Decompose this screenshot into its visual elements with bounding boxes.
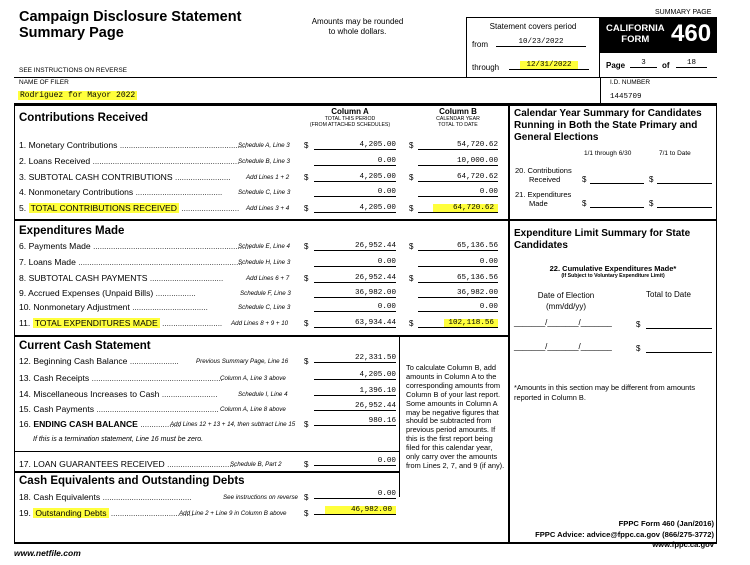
- line-number: 2.: [19, 156, 27, 166]
- line-5-column-b: 64,720.62: [433, 204, 498, 212]
- dollar-sign: $: [636, 320, 641, 329]
- line-19-label: 19. Outstanding Debts .....................................: [19, 508, 194, 518]
- line-8-column-b: 65,136.56: [418, 273, 498, 283]
- dollar-sign: $: [582, 199, 587, 208]
- id-number: 1445709: [610, 93, 642, 101]
- line-number: 14.: [19, 389, 31, 399]
- dollar-sign: $: [304, 319, 309, 328]
- expenditure-limit-title: Expenditure Limit Summary for State Candidates: [514, 228, 691, 251]
- dollar-sign: $: [304, 460, 309, 469]
- line-3-ref: Add Lines 1 + 2: [246, 174, 290, 181]
- from-label: from: [472, 40, 488, 49]
- form-number-box: [600, 17, 717, 53]
- line-9-column-b: 36,982.00: [418, 288, 498, 298]
- expenditures-title: Expenditures Made: [19, 225, 125, 237]
- cash-statement-title: Current Cash Statement: [19, 340, 151, 352]
- total-to-date-blank-1: [646, 328, 712, 329]
- line-label-text: Cash Receipts: [33, 373, 90, 383]
- column-b-header: [408, 108, 508, 128]
- line-number: 16.: [19, 419, 31, 429]
- line-1-column-b: 54,720.62: [418, 140, 498, 150]
- total-to-date-blank-2: [646, 352, 712, 353]
- line-10-ref: Schedule C, Line 3: [238, 304, 291, 311]
- line-number: 12.: [19, 356, 31, 366]
- line-5-column-b-field: [418, 203, 498, 213]
- line-5-ref: Add Lines 3 + 4: [246, 205, 290, 212]
- line-9-ref: Schedule F, Line 3: [240, 290, 291, 297]
- column-b-title: Column B: [439, 107, 477, 116]
- line-number: 7.: [19, 257, 27, 267]
- column-a-sub2: (FROM ATTACHED SCHEDULES): [309, 122, 391, 128]
- item-22-label: 22. Cumulative Expenditures Made*: [549, 264, 677, 273]
- netfile-website: www.netfile.com: [14, 548, 81, 558]
- line-6-label: 6. Payments Made .......................................................................: [19, 241, 251, 251]
- rounding-note-line1: Amounts may be rounded: [311, 17, 404, 26]
- dollar-sign: $: [409, 173, 414, 182]
- line-5-column-a: 4,205.00: [314, 203, 396, 213]
- form-title-line1: Campaign Disclosure Statement: [19, 9, 242, 25]
- form-number: 460: [671, 20, 712, 47]
- line-label-text: Cash Payments: [33, 404, 95, 414]
- dollar-sign: $: [649, 199, 654, 208]
- line-13-amount: 4,205.00: [314, 370, 396, 380]
- line-21-col2-blank: [657, 207, 712, 208]
- line-8-label: 8. SUBTOTAL CASH PAYMENTS .................................: [19, 273, 224, 283]
- line-2-label: 2. Loans Received ..................................................................: [19, 156, 240, 166]
- line-17-label: 17. LOAN GUARANTEES RECEIVED ...............................: [19, 459, 236, 469]
- line-7-column-a: 0.00: [314, 257, 396, 267]
- line-6-column-a: 26,952.44: [314, 241, 396, 251]
- dollar-sign: $: [304, 204, 309, 213]
- dollar-sign: $: [582, 175, 587, 184]
- line-11-label: 11. TOTAL EXPENDITURES MADE ...........................: [19, 318, 223, 328]
- line-12-label: 12. Beginning Cash Balance ......................: [19, 356, 179, 366]
- line-11-column-b-field: [418, 318, 498, 328]
- dollar-sign: $: [304, 420, 309, 429]
- line-12-ref: Previous Summary Page, Line 16: [196, 358, 289, 365]
- line-label-text: Monetary Contributions: [28, 140, 118, 150]
- fppc-form-line: FPPC Form 460 (Jan/2016): [618, 519, 714, 528]
- dollar-sign: $: [409, 274, 414, 283]
- line-11-column-a: 63,934.44: [314, 318, 396, 328]
- line-7-column-b: 0.00: [418, 257, 498, 267]
- line-16-ref: Add Lines 12 + 13 + 14, then subtract Line 15: [170, 421, 296, 428]
- line-20-label-1: Contributions: [527, 166, 572, 175]
- line-15-label: 15. Cash Payments .......................................................: [19, 404, 219, 414]
- line-20-col2-blank: [657, 183, 712, 184]
- form-title-line2: Summary Page: [19, 25, 124, 41]
- line-1-ref: Schedule A, Line 3: [238, 142, 290, 149]
- line-11-ref: Add Lines 8 + 9 + 10: [231, 320, 289, 327]
- line-label-text: SUBTOTAL CASH PAYMENTS: [28, 273, 148, 283]
- line-number: 17.: [19, 459, 31, 469]
- form-name-line2: FORM: [621, 34, 650, 45]
- line-15-amount: 26,952.44: [314, 401, 396, 411]
- line-4-column-b: 0.00: [418, 187, 498, 197]
- line-3-column-a: 4,205.00: [314, 172, 396, 182]
- line-3-column-b: 64,720.62: [418, 172, 498, 182]
- line-2-column-b: 10,000.00: [418, 156, 498, 166]
- dollar-sign: $: [304, 493, 309, 502]
- line-6-column-b: 65,136.56: [418, 241, 498, 251]
- rounding-note-line2: to whole dollars.: [328, 27, 387, 36]
- from-date: 10/23/2022: [496, 38, 586, 47]
- fppc-advice-line: FPPC Advice: advice@fppc.ca.gov (866/275-3772): [535, 529, 714, 539]
- line-18-label: 18. Cash Equivalents ........................................: [19, 492, 192, 502]
- of-label: of: [662, 61, 670, 70]
- filer-name-field: [18, 91, 137, 100]
- line-9-column-a: 36,982.00: [314, 288, 396, 298]
- line-14-label: 14. Miscellaneous Increases to Cash .........................: [19, 389, 218, 399]
- line-4-ref: Schedule C, Line 3: [238, 189, 291, 196]
- line-number: 11.: [19, 318, 31, 328]
- fppc-url: www.fppc.ca.gov: [652, 540, 714, 549]
- line-19-ref: Add Line 2 + Line 9 in Column B above: [179, 510, 287, 517]
- line-21-label-2: Made: [529, 199, 548, 208]
- line-label-text: TOTAL CONTRIBUTIONS RECEIVED: [30, 203, 177, 213]
- line-number: 20.: [515, 166, 526, 175]
- line-label-text: TOTAL EXPENDITURES MADE: [34, 318, 158, 328]
- through-date: 12/31/2022: [520, 61, 577, 69]
- line-17-amount: 0.00: [314, 456, 396, 466]
- summary-page-label: SUMMARY PAGE: [655, 9, 712, 16]
- covers-period-label: Statement covers period: [489, 22, 577, 31]
- line-label-text: SUBTOTAL CASH CONTRIBUTIONS: [28, 172, 173, 182]
- line-number: 4.: [19, 187, 27, 197]
- line-19-amount: 46,982.00: [325, 506, 396, 514]
- line-label-text: Beginning Cash Balance: [33, 356, 128, 366]
- filer-name: Rodriguez for Mayor 2022: [20, 91, 136, 100]
- line-number: 18.: [19, 492, 31, 502]
- line-21-label: [515, 190, 571, 208]
- date-of-election-label-2: (mm/dd/yy): [546, 302, 586, 311]
- line-label-text: Miscellaneous Increases to Cash: [33, 389, 160, 399]
- dollar-sign: $: [409, 204, 414, 213]
- line-9-label: 9. Accrued Expenses (Unpaid Bills) ..................: [19, 288, 196, 298]
- line-19-amount-field: [314, 505, 396, 515]
- election-date-blank-2: _______/_______/_______: [514, 342, 612, 351]
- line-number: 19.: [19, 508, 31, 518]
- dollar-sign: $: [409, 319, 414, 328]
- column-a-sub1: TOTAL THIS PERIOD: [324, 116, 376, 122]
- dollar-sign: $: [304, 357, 309, 366]
- line-16-label: 16. ENDING CASH BALANCE ..................: [19, 419, 181, 429]
- line-label-text: Loans Made: [28, 257, 76, 267]
- page-total: 18: [676, 59, 707, 68]
- column-a-title: Column A: [331, 107, 369, 116]
- form-name-line1: CALIFORNIA: [606, 23, 665, 34]
- line-label-text: Accrued Expenses (Unpaid Bills): [28, 288, 154, 298]
- contributions-title: Contributions Received: [19, 112, 149, 124]
- through-date-field: [509, 61, 589, 70]
- dollar-sign: $: [304, 141, 309, 150]
- total-to-date-label: Total to Date: [646, 290, 691, 299]
- name-of-filer-label: NAME OF FILER: [19, 79, 69, 86]
- line-7-label: 7. Loans Made ..........................................................................: [19, 257, 243, 267]
- line-label-text: Nonmonetary Contributions: [28, 187, 134, 197]
- line-16-amount: 980.16: [314, 416, 396, 426]
- line-4-label: 4. Nonmonetary Contributions .......................................: [19, 187, 223, 197]
- line-21-col1-blank: [590, 207, 644, 208]
- line-20-col1-blank: [590, 183, 644, 184]
- expenditure-limit-footnote: *Amounts in this section may be different from amounts reported in Column B.: [514, 383, 696, 402]
- line-number: 9.: [19, 288, 27, 298]
- id-number-label: I.D. NUMBER: [610, 79, 651, 86]
- line-10-column-a: 0.00: [314, 302, 396, 312]
- election-date-blank-1: _______/_______/_______: [514, 318, 612, 327]
- line-2-ref: Schedule B, Line 3: [238, 158, 290, 165]
- line-6-ref: Schedule E, Line 4: [238, 243, 290, 250]
- line-12-amount: 22,331.50: [314, 353, 396, 363]
- date-of-election-label-1: Date of Election: [537, 291, 595, 300]
- line-label-text: Nonmonetary Adjustment: [33, 302, 130, 312]
- line-2-column-a: 0.00: [314, 156, 396, 166]
- see-instructions: SEE INSTRUCTIONS ON REVERSE: [19, 67, 127, 74]
- line-4-column-a: 0.00: [314, 187, 396, 197]
- column-b-sub1: CALENDAR YEAR: [436, 116, 480, 122]
- line-number: 6.: [19, 241, 27, 251]
- column-b-sub2: TOTAL TO DATE: [438, 122, 478, 128]
- dollar-sign: $: [304, 509, 309, 518]
- rounding-note: [300, 17, 415, 37]
- line-7-ref: Schedule H, Line 3: [238, 259, 291, 266]
- line-18-ref: See instructions on reverse: [223, 494, 298, 501]
- line-number: 21.: [515, 190, 526, 199]
- line-number: 13.: [19, 373, 31, 383]
- line-number: 8.: [19, 273, 27, 283]
- line-1-label: 1. Monetary Contributions .........................................................: [19, 140, 247, 150]
- line-number: 15.: [19, 404, 31, 414]
- termination-note: If this is a termination statement, Line 16 must be zero.: [33, 436, 204, 443]
- line-15-ref: Column A, Line 8 above: [220, 406, 286, 413]
- line-label-text: Cash Equivalents: [33, 492, 101, 502]
- line-label-text: Payments Made: [28, 241, 91, 251]
- line-8-ref: Add Lines 6 + 7: [246, 275, 290, 282]
- line-14-amount: 1,396.10: [314, 386, 396, 396]
- page-number: 3: [630, 59, 657, 68]
- line-13-label: 13. Cash Receipts ...........................................................: [19, 373, 223, 383]
- dollar-sign: $: [409, 141, 414, 150]
- through-label: through: [472, 63, 500, 72]
- line-17-ref: Schedule B, Part 2: [230, 461, 282, 468]
- line-number: 3.: [19, 172, 27, 182]
- line-18-amount: 0.00: [314, 489, 396, 499]
- line-label-text: Outstanding Debts: [35, 508, 107, 518]
- calendar-col1-label: 1/1 through 6/30: [584, 150, 632, 157]
- form-name: [606, 23, 665, 45]
- line-label-text: LOAN GUARANTEES RECEIVED: [33, 459, 165, 469]
- line-label-text: ENDING CASH BALANCE: [33, 419, 138, 429]
- column-a-header: [300, 108, 400, 128]
- line-number: 1.: [19, 140, 27, 150]
- dollar-sign: $: [304, 242, 309, 251]
- line-21-label-1: Expenditures: [527, 190, 572, 199]
- dollar-sign: $: [409, 242, 414, 251]
- line-10-column-b: 0.00: [418, 302, 498, 312]
- dollar-sign: $: [636, 344, 641, 353]
- dollar-sign: $: [649, 175, 654, 184]
- dollar-sign: $: [304, 173, 309, 182]
- column-b-instructions: To calculate Column B, add amounts in Column A to the corresponding amounts from Column B of your last report. Some amounts in Column A may be negative figures that should be subtracted from previous period amounts. If this is the first report being filed for this calendar year, only carry over the amounts from Lines 2, 7, and 9 (if any).: [406, 363, 505, 470]
- line-20-label: [515, 166, 572, 184]
- line-number: 10.: [19, 302, 31, 312]
- line-14-ref: Schedule I, Line 4: [238, 391, 288, 398]
- page-label: Page: [606, 61, 626, 70]
- fppc-footer: [500, 519, 714, 551]
- line-20-label-2: Received: [529, 175, 561, 184]
- line-3-label: 3. SUBTOTAL CASH CONTRIBUTIONS .........................: [19, 172, 231, 182]
- line-label-text: Loans Received: [28, 156, 91, 166]
- line-13-ref: Column A, Line 3 above: [220, 375, 286, 382]
- line-5-label: 5. TOTAL CONTRIBUTIONS RECEIVED ..........................: [19, 203, 240, 213]
- calendar-summary-title: Calendar Year Summary for Candidates Running in Both the State Primary and General Elections: [514, 108, 702, 143]
- item-22-sublabel: (If Subject to Voluntary Expenditure Limit): [561, 273, 665, 279]
- line-number: 5.: [19, 203, 27, 213]
- calendar-col2-label: 7/1 to Date: [659, 150, 691, 157]
- line-11-column-b: 102,118.56: [444, 319, 498, 327]
- line-8-column-a: 26,952.44: [314, 273, 396, 283]
- line-1-column-a: 4,205.00: [314, 140, 396, 150]
- date-of-election-label: [526, 290, 606, 312]
- form-title: [19, 9, 241, 41]
- line-10-label: 10. Nonmonetary Adjustment ..................................: [19, 302, 208, 312]
- debts-title: Cash Equivalents and Outstanding Debts: [19, 475, 245, 487]
- dollar-sign: $: [304, 274, 309, 283]
